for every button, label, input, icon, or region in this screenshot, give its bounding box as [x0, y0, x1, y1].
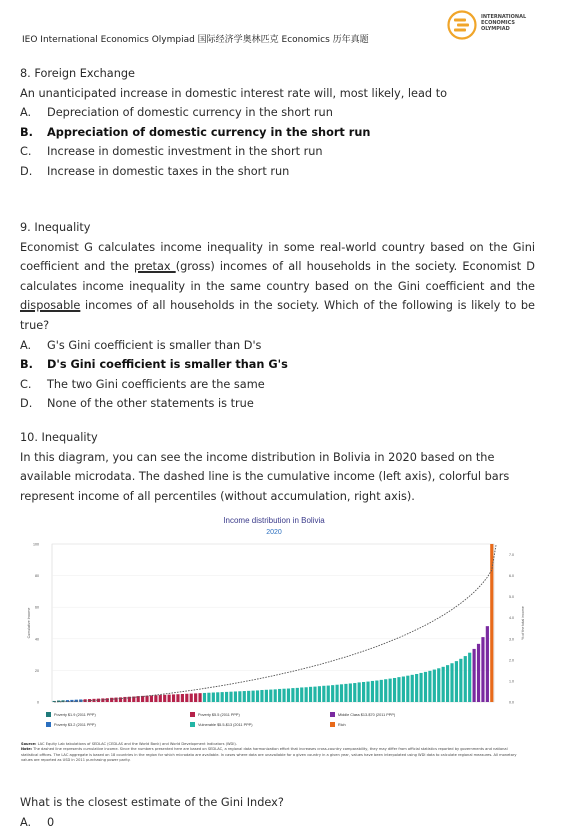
percentile-bar — [366, 682, 369, 702]
right-tick-label: 0.0 — [509, 700, 514, 705]
percentile-bar — [331, 685, 334, 702]
percentile-bar — [159, 695, 162, 702]
option-text: G's Gini coefficient is smaller than D's — [47, 338, 262, 352]
question-stem: An unanticipated increase in domestic interest rate will, most likely, lead to — [20, 86, 448, 100]
percentile-bar — [406, 676, 409, 702]
option-text: None of the other statements is true — [47, 397, 254, 411]
left-tick-label: 60 — [35, 605, 39, 610]
option-letter: A. — [20, 815, 32, 829]
stem-underlined-disposable: disposable — [20, 299, 81, 313]
percentile-bar — [322, 686, 325, 702]
legend-swatch — [190, 712, 195, 717]
option-text: D's Gini coefficient is smaller than G's — [47, 358, 288, 372]
percentile-bar — [327, 686, 330, 702]
percentile-bar — [442, 667, 445, 702]
ieo-logo-icon — [447, 10, 477, 40]
percentile-bar — [291, 688, 294, 702]
option-text: 0 — [47, 815, 55, 829]
source-text: LAC Equity Lab tabulations of SEDLAC (CEDLAS and the World Bank) and World Development Indicators (WDI). — [37, 742, 237, 746]
option-letter: D. — [20, 397, 33, 411]
option-text: Depreciation of domestic currency in the short run — [47, 106, 333, 120]
legend-swatch — [46, 722, 51, 727]
right-tick-label: 3.0 — [509, 637, 514, 642]
percentile-bar — [154, 695, 157, 702]
legend-label: Poverty $1.9 (2011 PPP) — [54, 713, 96, 717]
percentile-bar — [150, 695, 153, 702]
right-tick-label: 1.0 — [509, 679, 514, 684]
page-header — [0, 0, 570, 48]
option-text: The two Gini coefficients are the same — [47, 377, 265, 391]
percentile-bar — [455, 661, 458, 702]
legend-swatch — [190, 722, 195, 727]
percentile-bar — [234, 691, 237, 702]
option-d[interactable] — [20, 162, 535, 182]
option-d[interactable] — [20, 394, 535, 414]
legend-swatch — [330, 712, 335, 717]
source-label: Source: — [21, 742, 37, 746]
percentile-bar — [313, 687, 316, 702]
note-label: Note: — [21, 747, 33, 752]
legend-label: Rich — [338, 723, 346, 727]
percentile-bar — [481, 637, 484, 702]
percentile-bar — [168, 695, 171, 702]
percentile-bar — [397, 677, 400, 702]
percentile-bar — [415, 674, 418, 702]
option-b[interactable] — [20, 123, 535, 143]
logo-line: OLYMPIAD — [481, 26, 510, 32]
right-tick-label: 2.0 — [509, 658, 514, 663]
percentile-bar — [229, 692, 232, 702]
percentile-bar — [464, 656, 467, 702]
percentile-bar — [424, 672, 427, 702]
percentile-bar — [252, 691, 255, 702]
percentile-bar — [221, 692, 224, 702]
option-a[interactable] — [20, 336, 535, 356]
percentile-bar — [419, 673, 422, 702]
percentile-bar — [362, 682, 365, 702]
percentile-bar — [300, 687, 303, 702]
option-c[interactable] — [20, 142, 535, 162]
percentile-bar — [318, 686, 321, 702]
left-tick-label: 100 — [33, 542, 39, 547]
percentile-bar — [274, 689, 277, 702]
legend-label: Poverty $5.5 (2011 PPP) — [198, 713, 240, 717]
option-letter: B. — [20, 125, 33, 139]
right-tick-label: 4.0 — [509, 616, 514, 621]
stem-text: Economist G calculates income inequality in some real-world country based on the Gini coefficient and the — [20, 240, 535, 274]
percentile-bar — [198, 693, 201, 702]
question-stem — [20, 238, 535, 336]
percentile-bar — [384, 679, 387, 702]
income-distribution-chart — [20, 512, 528, 748]
percentile-bar — [380, 680, 383, 702]
percentile-bar — [433, 670, 436, 702]
option-letter: D. — [20, 164, 33, 178]
option-letter: C. — [20, 377, 32, 391]
percentile-bar — [123, 697, 126, 702]
percentile-bar — [216, 692, 219, 702]
percentile-bar — [238, 691, 241, 702]
question-10 — [20, 428, 535, 506]
legend-swatch — [46, 712, 51, 717]
chart-svg — [20, 512, 528, 748]
question-heading: 10. Inequality — [20, 431, 98, 444]
logo-text — [481, 14, 526, 32]
percentile-bar — [145, 696, 148, 702]
logo-line: INTERNATIONAL — [481, 14, 527, 20]
option-c[interactable] — [20, 375, 535, 395]
option-letter: B. — [20, 358, 33, 372]
question-heading: 9. Inequality — [20, 221, 91, 234]
percentile-bar — [296, 688, 299, 702]
right-tick-label: 7.0 — [509, 553, 514, 558]
legend-swatch — [330, 722, 335, 727]
percentile-bar — [194, 693, 197, 702]
percentile-bar — [181, 694, 184, 702]
percentile-bar — [190, 694, 193, 702]
percentile-bar — [172, 694, 175, 702]
chart-source-note — [21, 742, 521, 764]
percentile-bar — [402, 677, 405, 702]
stem-text: incomes of all households in the society. Which of the following is likely to be true? — [20, 299, 535, 332]
percentile-bar — [163, 695, 166, 702]
percentile-bar — [411, 675, 414, 702]
percentile-bar — [225, 692, 228, 702]
right-axis-label: % of the total income — [521, 606, 525, 640]
percentile-bar — [389, 679, 392, 702]
percentile-bar — [335, 685, 338, 702]
legend-label: Middle Class $13-$70 (2011 PPP) — [338, 713, 396, 717]
option-a[interactable] — [20, 813, 284, 833]
option-b[interactable] — [20, 355, 535, 375]
percentile-bar — [477, 644, 480, 702]
percentile-bar — [110, 698, 113, 702]
option-a[interactable] — [20, 103, 535, 123]
percentile-bar — [278, 689, 281, 702]
percentile-bar — [468, 653, 471, 702]
left-tick-label: 80 — [35, 574, 39, 579]
percentile-bar — [176, 694, 179, 702]
plot-frame — [52, 544, 494, 702]
percentile-bar — [309, 687, 312, 702]
percentile-bar — [486, 626, 489, 702]
option-text: Increase in domestic taxes in the short run — [47, 164, 290, 178]
percentile-bar — [106, 698, 109, 702]
header-title: IEO International Economics Olympiad 国际经济学奥林匹克 Economics 历年真题 — [22, 35, 369, 45]
legend-label: Poverty $3.2 (2011 PPP) — [54, 723, 96, 727]
percentile-bar — [265, 690, 268, 702]
option-text: Increase in domestic investment in the short run — [47, 145, 323, 159]
question-8 — [20, 64, 535, 182]
percentile-bar — [428, 671, 431, 702]
percentile-bar — [207, 693, 210, 702]
percentile-bar — [203, 693, 206, 702]
option-letter: C. — [20, 145, 32, 159]
percentile-bar — [349, 683, 352, 702]
option-text: Appreciation of domestic currency in the short run — [47, 125, 371, 139]
question-9 — [20, 218, 535, 414]
percentile-bar — [358, 682, 361, 702]
percentile-bar — [340, 684, 343, 702]
chart-title: Income distribution in Bolivia — [223, 516, 325, 525]
percentile-bar — [114, 698, 117, 702]
left-tick-label: 40 — [35, 637, 39, 642]
question-stem: In this diagram, you can see the income distribution in Bolivia in 2020 based on the available microdata. The dashed line is the cumulative income (left axis), colorful bars represent income of all percentiles (without accumulation, right axis). — [20, 450, 510, 503]
option-letter: A. — [20, 338, 32, 352]
percentile-bar — [375, 681, 378, 702]
left-tick-label: 0 — [37, 700, 39, 705]
chart-subtitle: 2020 — [266, 529, 282, 536]
percentile-bar — [212, 693, 215, 702]
question-10-prompt — [20, 793, 284, 832]
percentile-bar — [459, 659, 462, 702]
percentile-bar — [353, 683, 356, 702]
left-axis-label: Cumulative Income — [27, 607, 31, 639]
percentile-bar — [243, 691, 246, 702]
percentile-bar — [247, 691, 250, 702]
percentile-bar — [393, 678, 396, 702]
gini-question: What is the closest estimate of the Gini Index? — [20, 796, 284, 809]
percentile-bar — [269, 690, 272, 702]
left-tick-label: 20 — [35, 668, 39, 673]
percentile-bar — [282, 689, 285, 702]
legend-label: Vulnerable $5.5-$13 (2011 PPP) — [198, 723, 253, 727]
note-text: The dashed line represents cumulative income. Since the numbers presented here are based on SEDLAC, a regional data harmonization effort that increases cross-country comparability, they may differ from official statistics reported by governments and national statistical offices. The LAC aggregate is based on 18 countries in the region for which microdata are available. In cases where data are unavailable for a given country in a given year, values have been interpolated using WDI data to calculate regional measures. All monetary values are reported as USD in 2011 purchasing power parity. — [21, 747, 517, 763]
percentile-bar — [437, 668, 440, 702]
percentile-bar — [446, 665, 449, 702]
logo-line: ECONOMICS — [481, 20, 515, 26]
stem-text: (gross) incomes of all households in the society. Economist D calculates income inequality in the same country based on the Gini coefficient and the — [20, 260, 535, 293]
percentile-bar — [287, 689, 290, 702]
option-letter: A. — [20, 106, 32, 120]
percentile-bar — [371, 681, 374, 702]
right-tick-label: 5.0 — [509, 595, 514, 600]
percentile-bar — [256, 690, 259, 702]
percentile-bar — [450, 663, 453, 702]
question-heading: 8. Foreign Exchange — [20, 67, 135, 80]
percentile-bar — [473, 649, 476, 702]
percentile-bar — [305, 687, 308, 702]
percentile-bar — [185, 694, 188, 702]
percentile-bar — [260, 690, 263, 702]
right-tick-label: 6.0 — [509, 574, 514, 579]
stem-underlined-pretax: pretax — [134, 260, 176, 274]
percentile-bar — [344, 684, 347, 702]
